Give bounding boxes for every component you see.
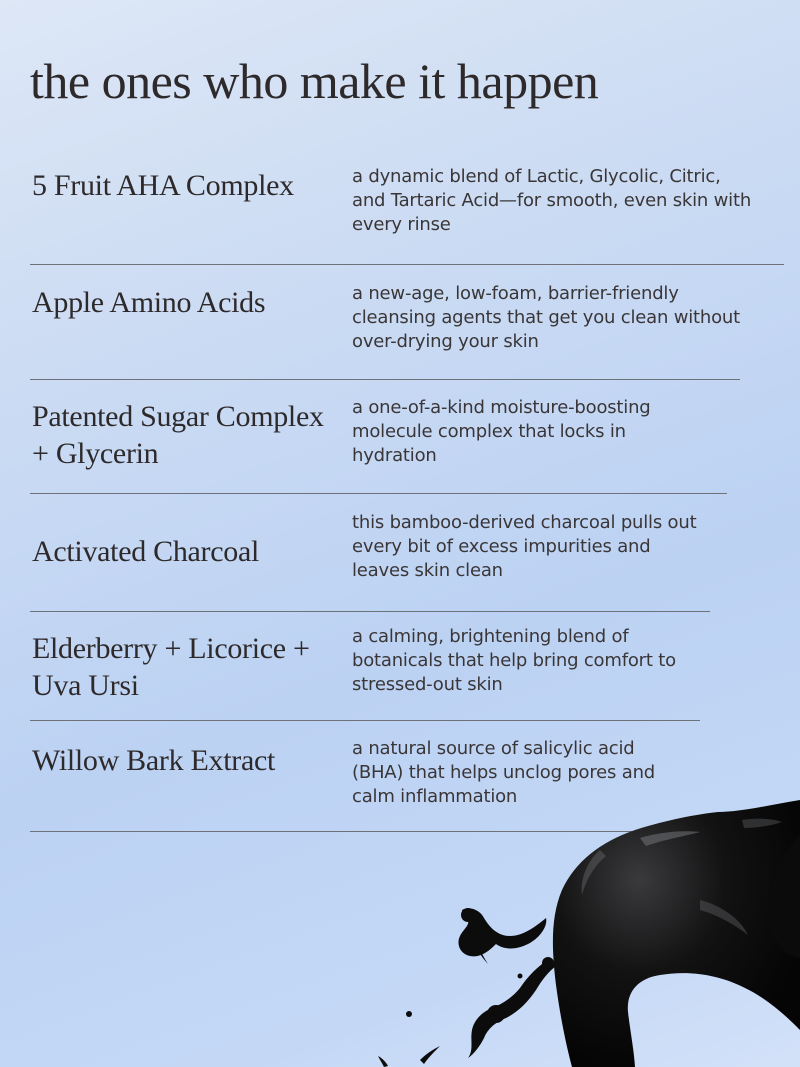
ingredient-name: Willow Bark Extract — [32, 744, 276, 777]
ingredient-name: Apple Amino Acids — [32, 286, 266, 319]
divider — [30, 831, 770, 832]
divider — [30, 720, 700, 721]
ingredient-name: Activated Charcoal — [32, 535, 259, 568]
ingredient-name: 5 Fruit AHA Complex — [32, 169, 294, 202]
ingredient-description: a calming, brightening blend of botanicals that help bring comfort to stressed-out skin — [352, 626, 676, 695]
ingredient-description: a one-of-a-kind moisture-boosting molecule complex that locks in hydration — [352, 397, 651, 466]
divider — [30, 379, 740, 380]
ingredient-description: a dynamic blend of Lactic, Glycolic, Citric, and Tartaric Acid—for smooth, even skin with every rinse — [352, 166, 752, 235]
page-title: the ones who make it happen — [30, 53, 599, 109]
divider — [30, 264, 784, 265]
divider — [30, 611, 710, 612]
ingredient-description: a new-age, low-foam, barrier-friendly cleansing agents that get you clean without over-drying your skin — [352, 283, 740, 352]
divider — [30, 493, 727, 494]
ingredient-description: a natural source of salicylic acid (BHA) that helps unclog pores and calm inflammation — [352, 738, 656, 807]
ingredient-name: Patented Sugar Complex + Glycerin — [32, 400, 324, 470]
ingredient-name: Elderberry + Licorice + Uva Ursi — [32, 632, 310, 702]
ingredient-description: this bamboo-derived charcoal pulls out every bit of excess impurities and leaves skin clean — [352, 512, 697, 581]
